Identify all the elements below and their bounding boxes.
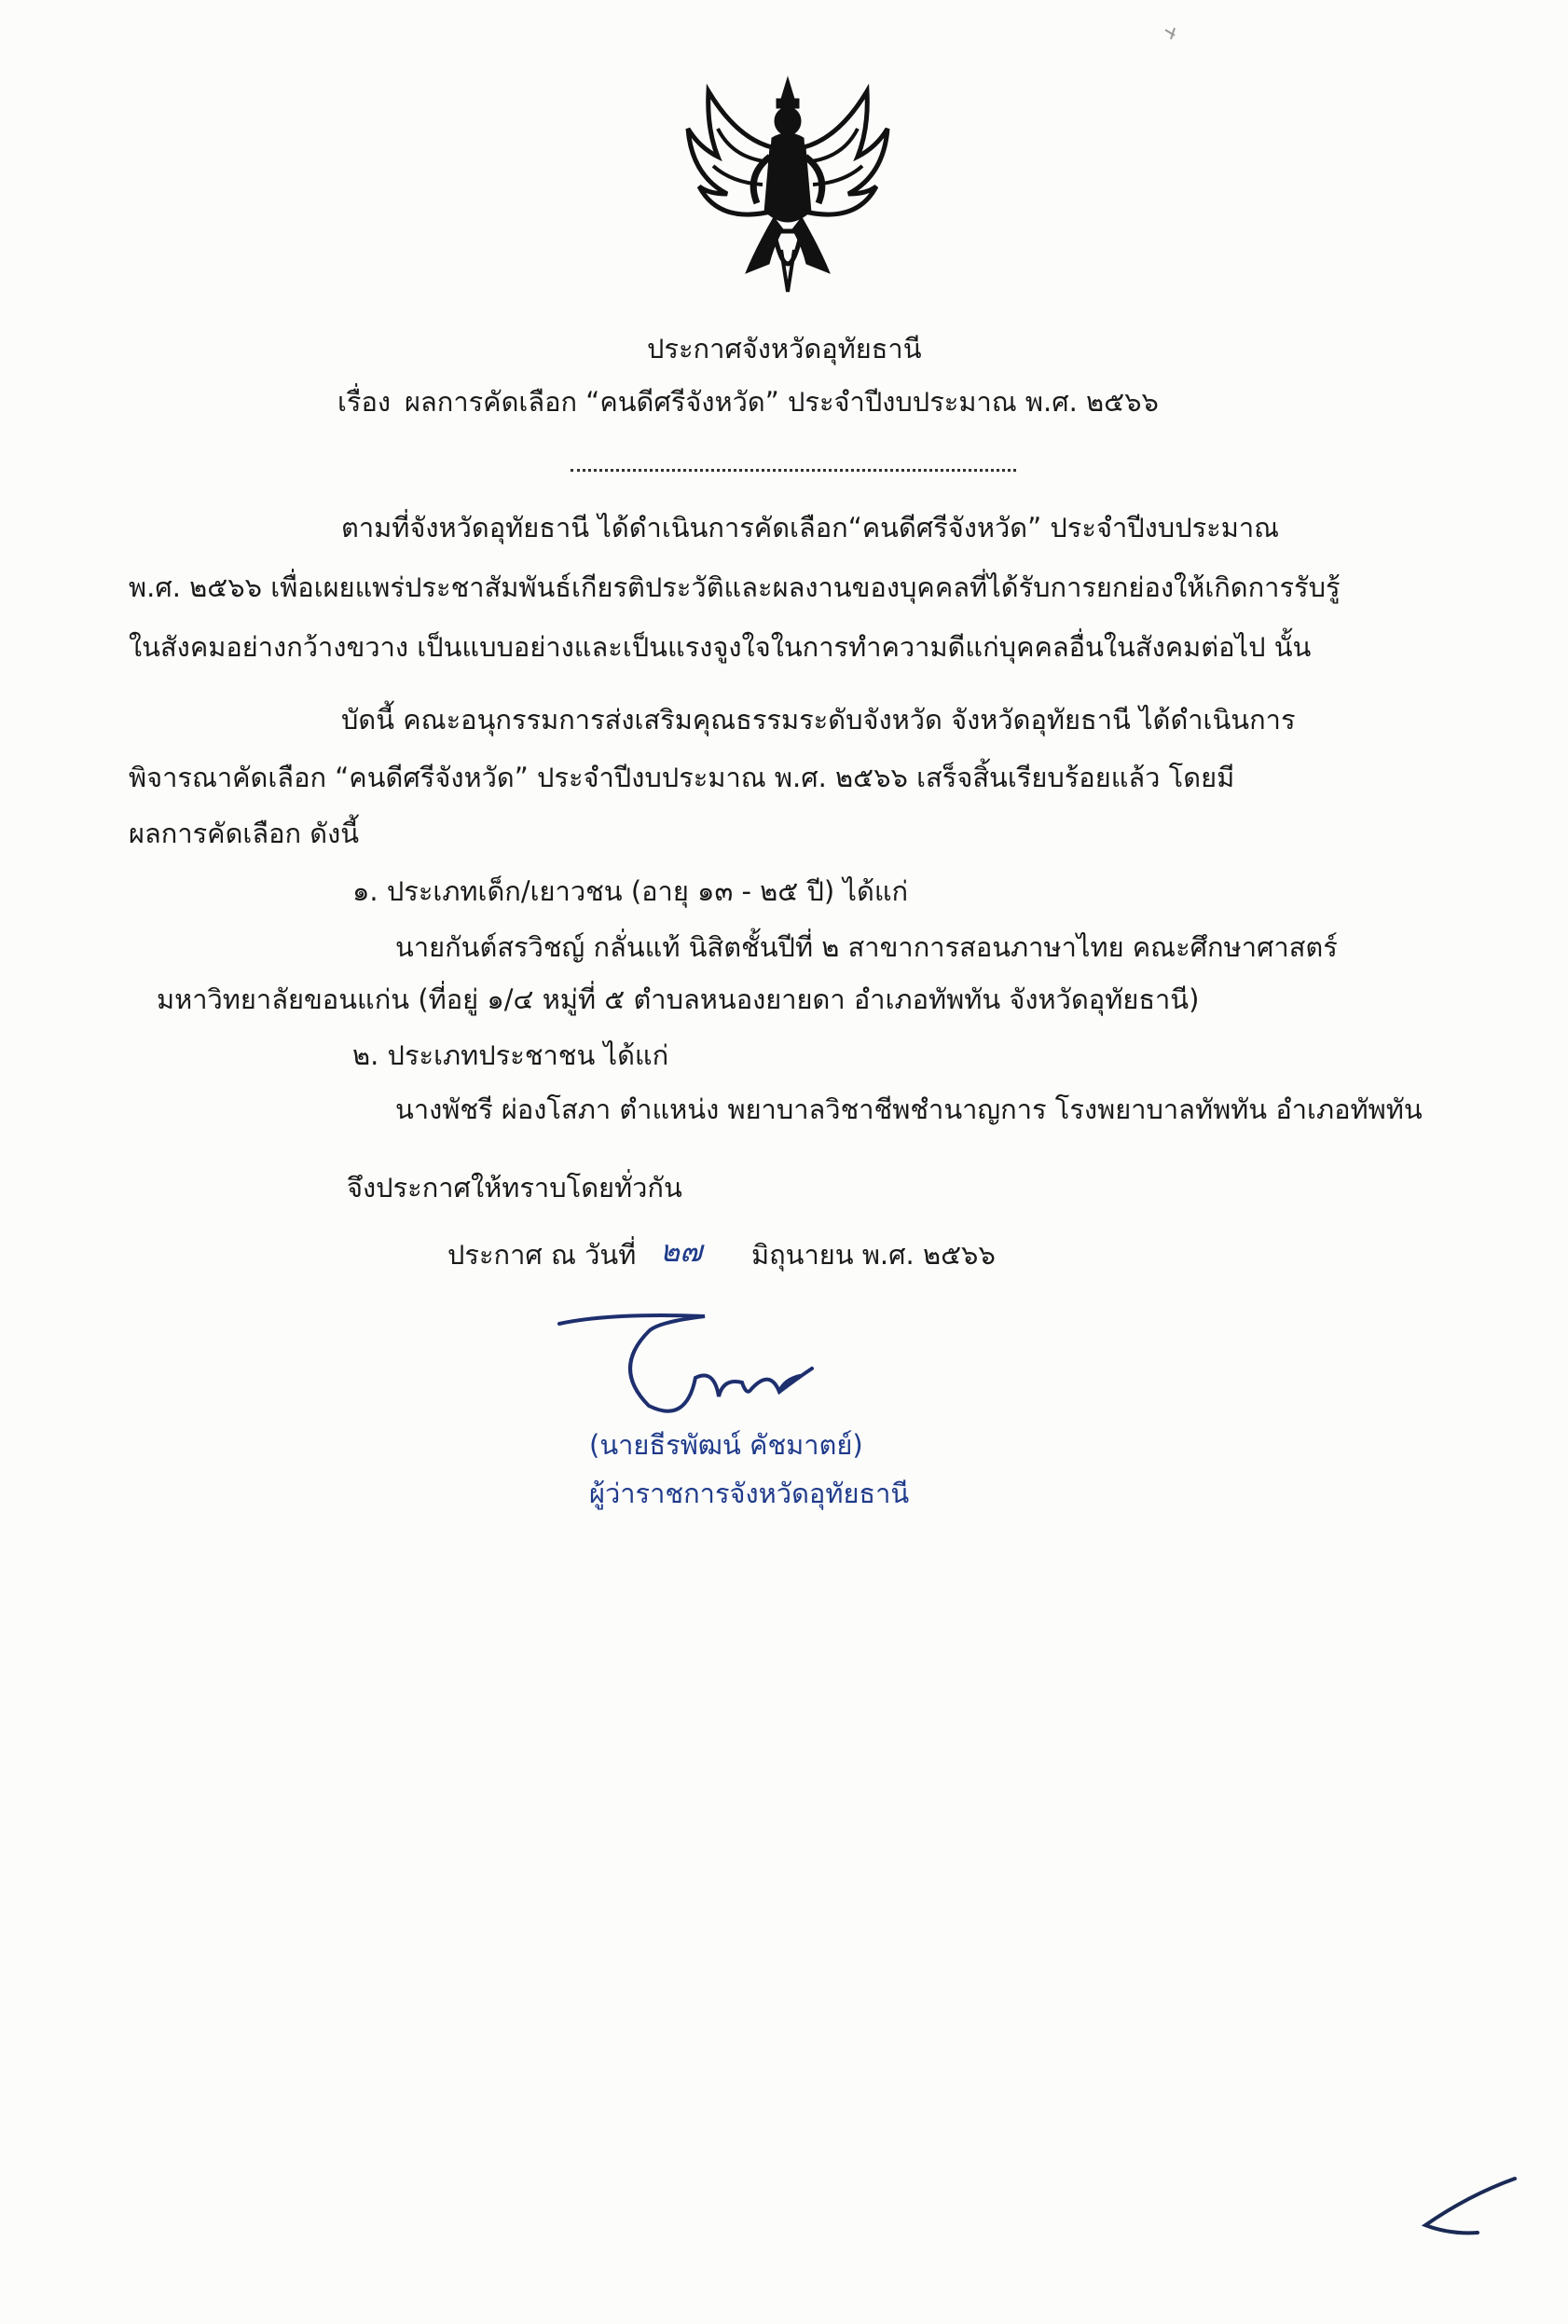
para1-line1: ตามที่จังหวัดอุทัยธานี ได้ดำเนินการคัดเลือก“คนดีศรีจังหวัด” ประจำปีงบประมาณ <box>341 512 1280 543</box>
item1-line1: นายกันต์สรวิชญ์ กลั่นแท้ นิสิตชั้นปีที่ ๒ สาขาการสอนภาษาไทย คณะศึกษาศาสตร์ <box>395 931 1338 963</box>
para2-line1: บัดนี้ คณะอนุกรรมการส่งเสริมคุณธรรมระดับจังหวัด จังหวัดอุทัยธานี ได้ดำเนินการ <box>341 704 1296 736</box>
item2-line: นางพัชรี ผ่องโสภา ตำแหน่ง พยาบาลวิชาชีพชำนาญการ โรงพยาบาลทัพทัน อำเภอทัพทัน <box>395 1093 1423 1125</box>
para1-line2: พ.ศ. ๒๕๖๖ เพื่อเผยแพร่ประชาสัมพันธ์เกียรติประวัติและผลงานของบุคคลที่ได้รับการยกย่องให้เกิดการรับรู้ <box>129 571 1341 603</box>
para1-line3: ในสังคมอย่างกว้างขวาง เป็นแบบอย่างและเป็นแรงจูงใจในการทำความดีแก่บุคคลอื่นในสังคมต่อไป นั้น <box>129 631 1312 663</box>
closing-text: จึงประกาศให้ทราบโดยทั่วกัน <box>347 1172 682 1203</box>
item2-heading: ๒. ประเภทประชาชน ได้แก่ <box>352 1039 669 1071</box>
item1-line2: มหาวิทยาลัยขอนแก่น (ที่อยู่ ๑/๔ หมู่ที่ ๕ ตำบลหนองยายดา อำเภอทัพทัน จังหวัดอุทัยธานี) <box>157 983 1200 1015</box>
handwritten-signature-icon <box>556 1303 863 1443</box>
para2-line3: ผลการคัดเลือก ดังนี้ <box>129 818 360 849</box>
garuda-emblem-icon <box>681 73 895 306</box>
header-divider <box>571 469 1016 472</box>
signer-name: (นายธีรพัฒน์ คัชมาตย์) <box>589 1429 863 1461</box>
handwritten-initial-mark-icon <box>1412 2167 1534 2251</box>
subject-label: เรื่อง <box>337 386 392 418</box>
announcement-title: ประกาศจังหวัดอุทัยธานี <box>647 333 922 364</box>
para2-line2: พิจารณาคัดเลือก “คนดีศรีจังหวัด” ประจำปีงบประมาณ พ.ศ. ๒๕๖๖ เสร็จสิ้นเรียบร้อยแล้ว โดยมี <box>129 762 1235 793</box>
item1-heading: ๑. ประเภทเด็ก/เยาวชน (อายุ ๑๓ - ๒๕ ปี) ได้แก่ <box>352 875 909 907</box>
speck-mark-icon <box>1162 24 1180 43</box>
subject-text: ผลการคัดเลือก “คนดีศรีจังหวัด” ประจำปีงบประมาณ พ.ศ. ๒๕๖๖ <box>405 386 1159 418</box>
date-suffix: มิถุนายน พ.ศ. ๒๕๖๖ <box>751 1239 996 1271</box>
date-prefix: ประกาศ ณ วันที่ <box>447 1239 637 1271</box>
date-day: ๒๗ <box>660 1233 703 1269</box>
signer-position: ผู้ว่าราชการจังหวัดอุทัยธานี <box>589 1478 910 1509</box>
